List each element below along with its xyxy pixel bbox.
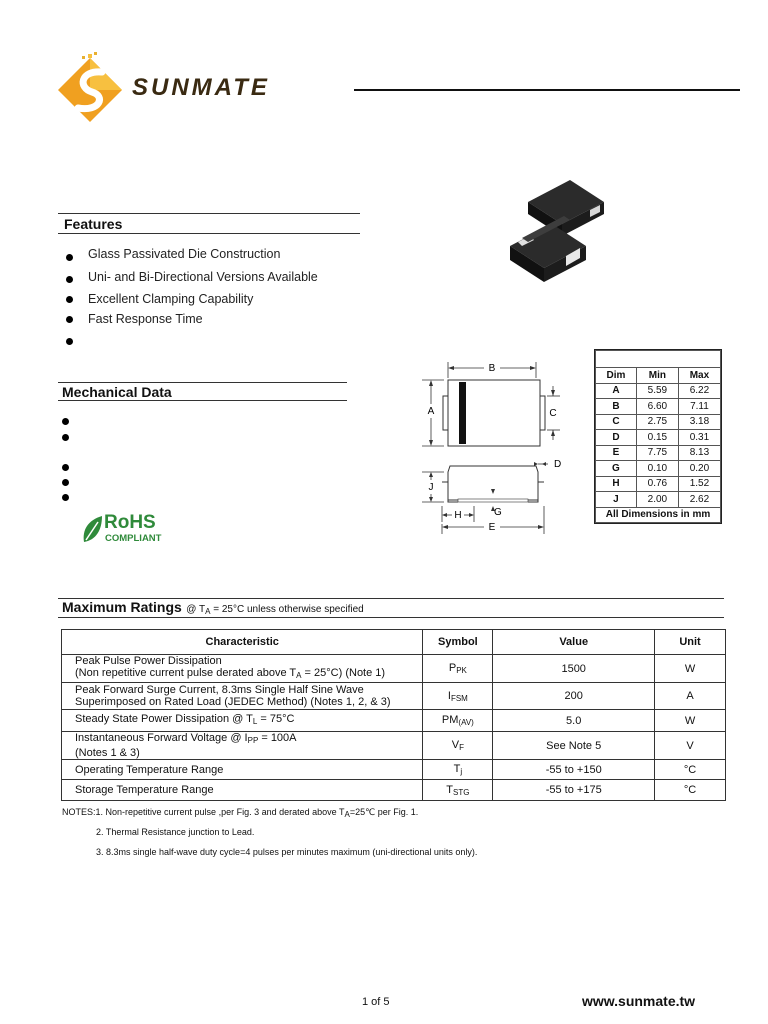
characteristic: Peak Pulse Power Dissipation (Non repetitive current pulse derated above $T_A = 25^\circ C$) (Note 1)	[62, 655, 423, 683]
bullet-icon	[66, 338, 73, 345]
rohs-compliant-label: COMPLIANT	[105, 533, 162, 544]
dim-min: 6.60	[636, 399, 678, 415]
unit: V	[655, 732, 726, 760]
ratings-col-header: Unit	[655, 630, 726, 655]
table-row	[596, 445, 721, 461]
symbol: $V_F$	[423, 732, 493, 760]
ratings-title: Maximum Ratings	[62, 599, 182, 615]
logo-mark-icon	[50, 50, 130, 130]
symbol: $I_{FSM}$	[423, 683, 493, 710]
dim-label-a: A	[427, 406, 435, 417]
characteristic: Steady State Power Dissipation @ $T_L = 75^\circ C$	[62, 710, 423, 732]
value: 5.0	[493, 710, 655, 732]
table-row	[62, 732, 726, 760]
dim-min: 0.15	[636, 430, 678, 446]
unit: °C	[655, 760, 726, 780]
bullet-icon	[66, 276, 73, 283]
ratings-heading	[62, 599, 364, 617]
unit: A	[655, 683, 726, 710]
rohs-label: RoHS	[104, 512, 156, 533]
dim-label-e: E	[488, 522, 496, 533]
table-row	[596, 492, 721, 508]
feature-item: Glass Passivated Die Construction	[88, 247, 281, 261]
table-row	[596, 383, 721, 399]
leaf-icon	[80, 514, 104, 544]
unit: W	[655, 710, 726, 732]
features-title: Features	[64, 216, 123, 232]
bullet-icon	[66, 316, 73, 323]
dim-max: 2.62	[678, 492, 720, 508]
header-rule	[354, 89, 740, 91]
table-row	[596, 430, 721, 446]
value: 200	[493, 683, 655, 710]
mechanical-title: Mechanical Data	[62, 384, 172, 400]
symbol: $T_j$	[423, 760, 493, 780]
website-link[interactable]: www.sunmate.tw	[582, 993, 696, 1009]
rohs-badge	[80, 512, 180, 546]
dimensions-table	[594, 349, 722, 524]
characteristic: Peak Forward Surge Current, 8.3ms Single Half Sine Wave Superimposed on Rated Load (JEDEC Method) (Notes 1, 2, & 3)	[62, 683, 423, 710]
dim-letter: A	[596, 383, 637, 399]
value: 1500	[493, 655, 655, 683]
dim-letter: H	[596, 476, 637, 492]
ratings-table	[61, 629, 726, 801]
dim-col-header: Dim	[596, 368, 637, 384]
dim-max: 0.31	[678, 430, 720, 446]
bullet-icon	[66, 254, 73, 261]
table-row	[62, 710, 726, 732]
dim-label-d: D	[554, 459, 562, 470]
symbol: $PM_{(AV)}$	[423, 710, 493, 732]
value: -55 to +175	[493, 780, 655, 801]
table-row	[62, 683, 726, 710]
note-3: 3. 8.3ms single half-wave duty cycle=4 pulses per minutes maximum (uni-directional units only).	[96, 847, 478, 857]
mechanical-bottom-rule	[58, 400, 347, 401]
ratings-bottom-rule	[58, 617, 724, 618]
feature-item: Excellent Clamping Capability	[88, 292, 254, 306]
dim-label-b: B	[488, 363, 496, 374]
bullet-icon	[62, 464, 69, 471]
dim-min: 0.10	[636, 461, 678, 477]
dim-max: 7.11	[678, 399, 720, 415]
dim-max: 0.20	[678, 461, 720, 477]
unit: °C	[655, 780, 726, 801]
table-row	[596, 476, 721, 492]
table-row	[596, 399, 721, 415]
feature-item: Fast Response Time	[88, 312, 203, 326]
brand-wordmark: SUNMATE	[132, 74, 270, 101]
bullet-icon	[62, 479, 69, 486]
dim-letter: B	[596, 399, 637, 415]
dim-max: 6.22	[678, 383, 720, 399]
mechanical-top-rule	[58, 382, 347, 383]
dim-letter: C	[596, 414, 637, 430]
dim-min: 7.75	[636, 445, 678, 461]
dim-max: 3.18	[678, 414, 720, 430]
dim-letter: D	[596, 430, 637, 446]
ratings-col-header: Characteristic	[62, 630, 423, 655]
symbol: $T_{STG}$	[423, 780, 493, 801]
ratings-col-header: Value	[493, 630, 655, 655]
dimensions-caption: All Dimensions in mm	[596, 507, 721, 523]
table-row	[596, 414, 721, 430]
dim-min: 0.76	[636, 476, 678, 492]
table-row	[62, 780, 726, 801]
features-top-rule	[58, 213, 360, 214]
bullet-icon	[66, 296, 73, 303]
dim-label-g: G	[494, 507, 502, 518]
features-bottom-rule	[58, 233, 360, 234]
dim-label-j: J	[428, 482, 434, 493]
table-row	[62, 760, 726, 780]
ratings-col-header: Symbol	[423, 630, 493, 655]
dim-letter: J	[596, 492, 637, 508]
dim-min: 2.75	[636, 414, 678, 430]
value: See Note 5	[493, 732, 655, 760]
bullet-icon	[62, 434, 69, 441]
dim-min: 5.59	[636, 383, 678, 399]
table-row	[62, 655, 726, 683]
page-number: 1 of 5	[362, 996, 390, 1008]
dim-letter: G	[596, 461, 637, 477]
dim-max: 1.52	[678, 476, 720, 492]
dimensions-table-header-blank	[596, 351, 721, 368]
note-1: NOTES:1. Non-repetitive current pulse ,per Fig. 3 and derated above TA=25℃ per Fig. 1.	[62, 807, 419, 819]
dim-min: 2.00	[636, 492, 678, 508]
bullet-icon	[62, 418, 69, 425]
characteristic: Storage Temperature Range	[62, 780, 423, 801]
dim-label-c: C	[549, 408, 557, 419]
table-row	[596, 461, 721, 477]
characteristic: Operating Temperature Range	[62, 760, 423, 780]
package-photo	[500, 176, 610, 296]
bullet-icon	[62, 494, 69, 501]
dim-max: 8.13	[678, 445, 720, 461]
unit: W	[655, 655, 726, 683]
dim-label-h: H	[454, 510, 462, 521]
value: -55 to +150	[493, 760, 655, 780]
package-outline-drawing	[414, 356, 564, 536]
symbol: $P_{PK}$	[423, 655, 493, 683]
note-2: 2. Thermal Resistance junction to Lead.	[96, 827, 255, 837]
dim-letter: E	[596, 445, 637, 461]
dim-col-header: Max	[678, 368, 720, 384]
characteristic: Instantaneous Forward Voltage @ $I_{PP} = 100A$ (Notes 1 & 3)	[62, 732, 423, 760]
feature-item: Uni- and Bi-Directional Versions Available	[88, 270, 318, 284]
ratings-condition: @ $T_A = 25^\circ C$ unless otherwise specified	[186, 604, 364, 616]
dim-col-header: Min	[636, 368, 678, 384]
